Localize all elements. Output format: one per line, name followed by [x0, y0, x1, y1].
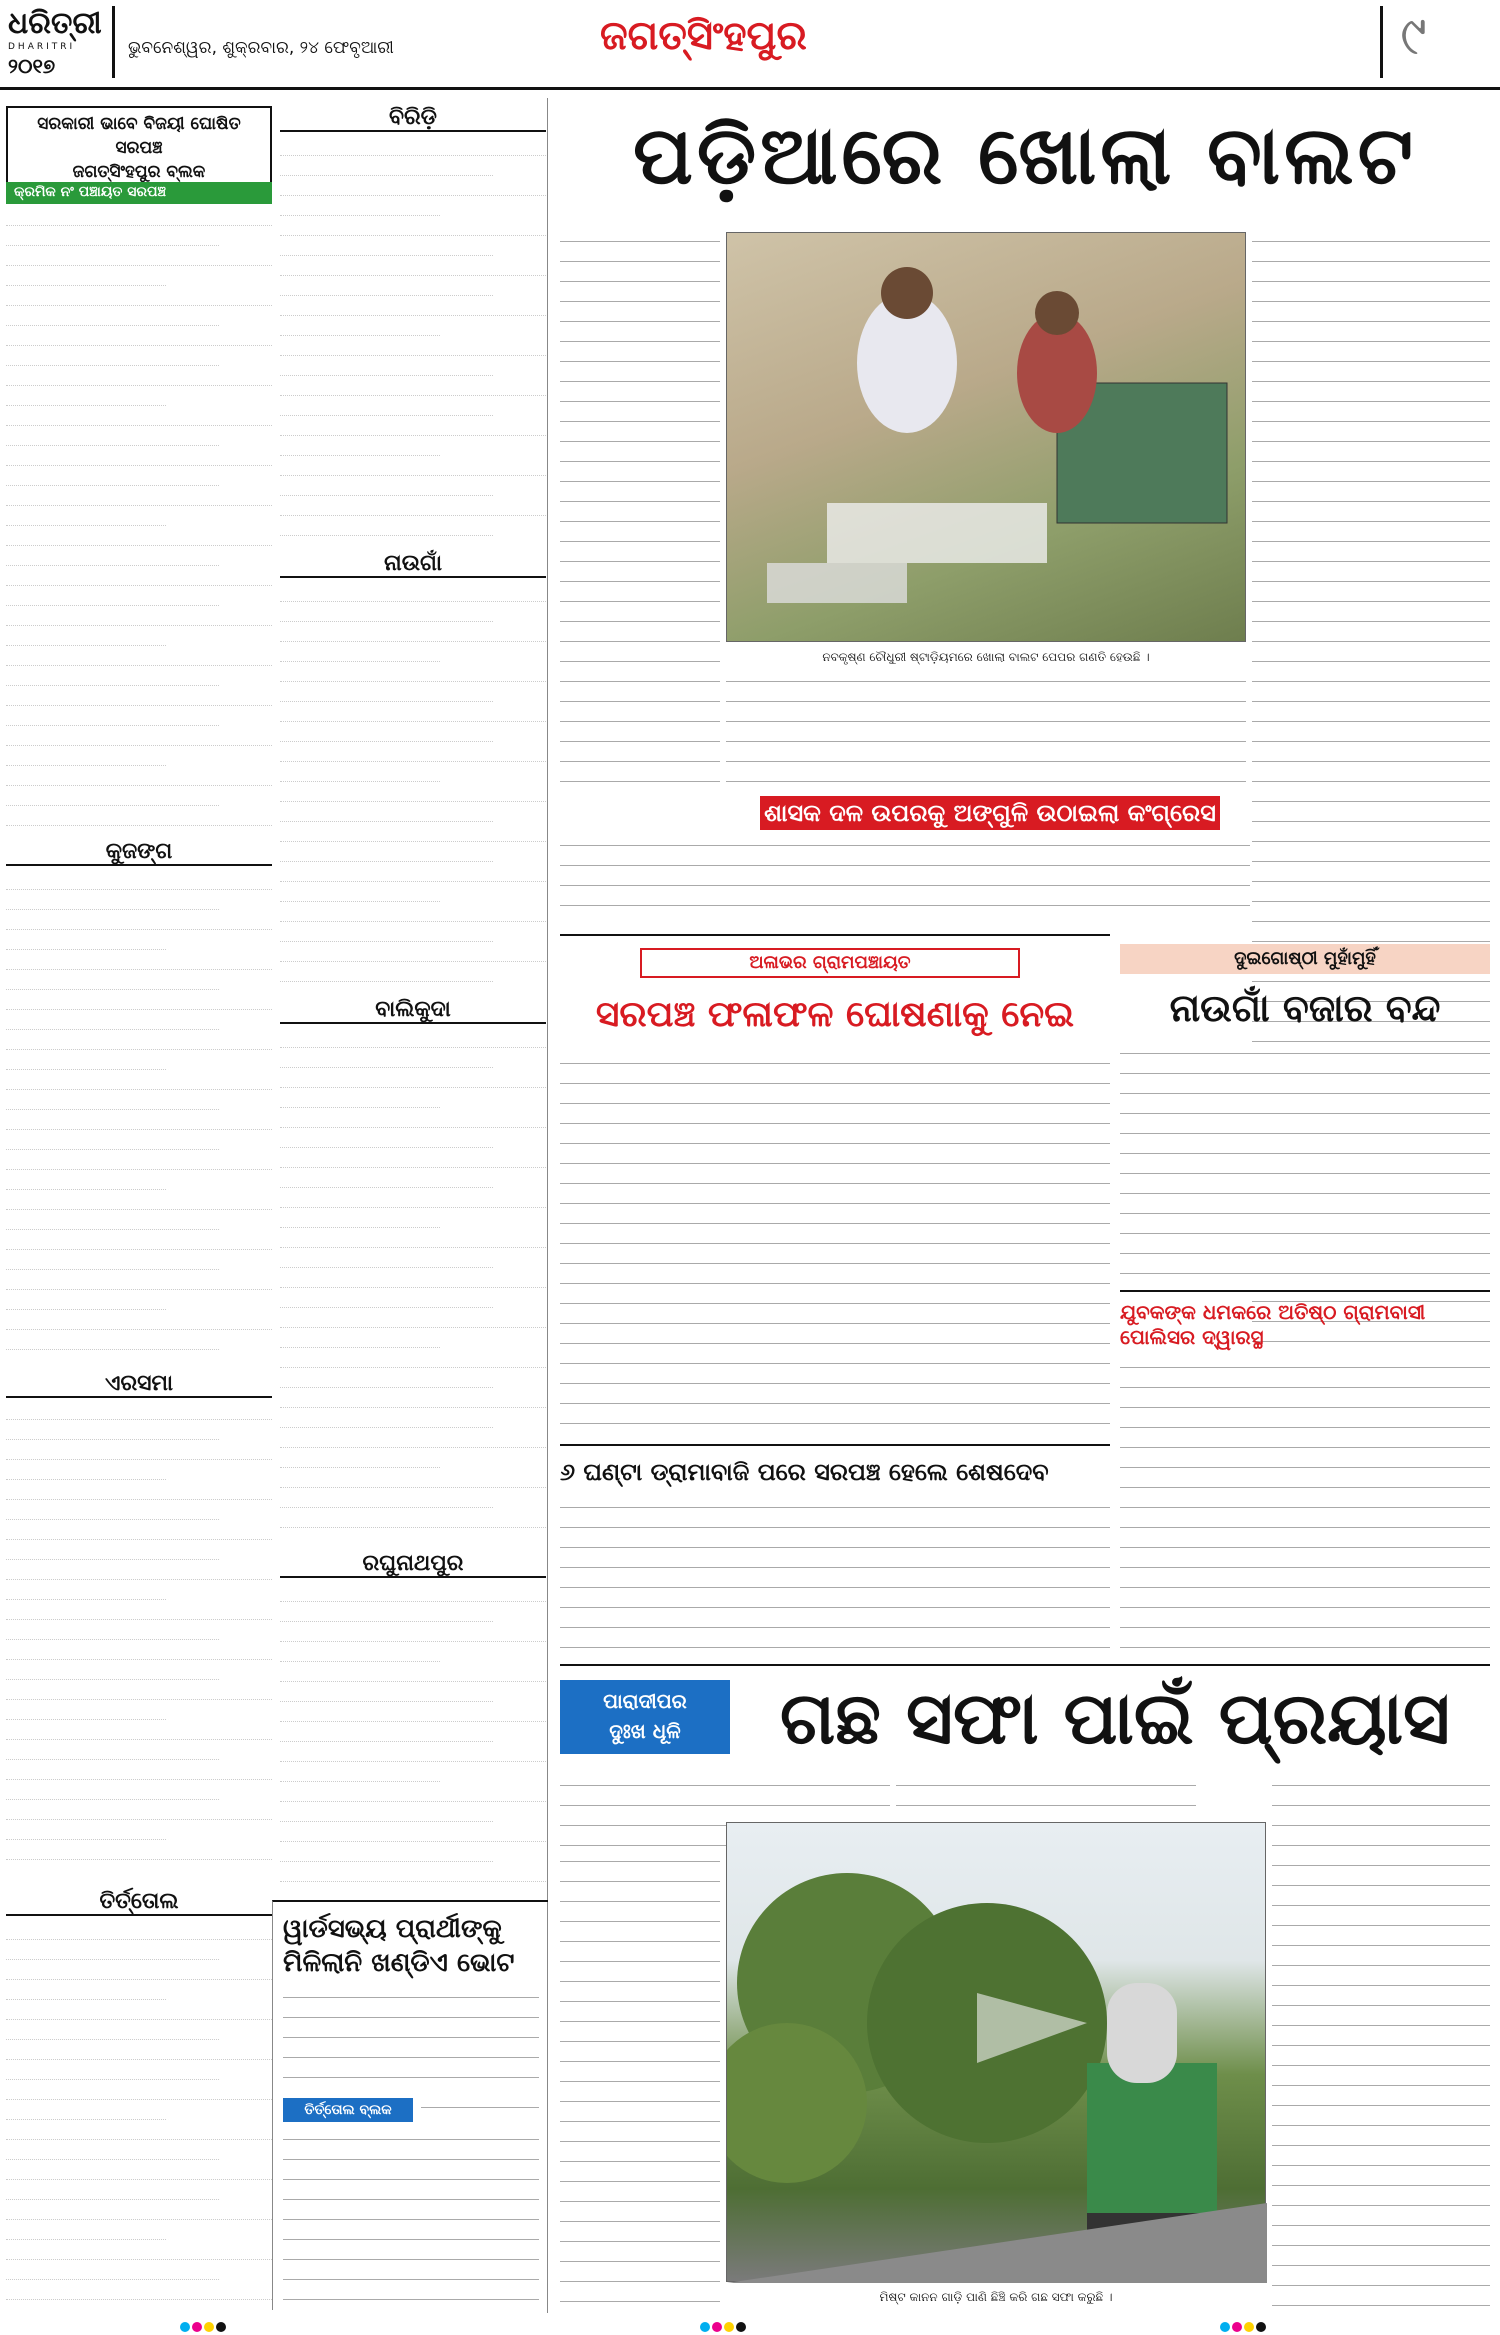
- registration-mark: [180, 2317, 228, 2335]
- article-tag: [560, 1680, 730, 1754]
- block-title-erasama: ଏରସମା: [6, 1370, 272, 1398]
- headline-line2: ମିଳିଲାନି ଖଣ୍ଡିଏ ଭୋଟ: [283, 1948, 515, 1978]
- article-ballot-subhead: ଶାସକ ଦଳ ଉପରକୁ ଅଙ୍ଗୁଳି ଉଠାଇଲା କଂଗ୍ରେସ: [760, 796, 1220, 830]
- block-title-raghunathpur: ରଘୁନାଥପୁର: [280, 1550, 546, 1578]
- article-body: [896, 1776, 1196, 1816]
- page-number: ୯: [1400, 4, 1427, 67]
- results-heading: [6, 106, 272, 190]
- article-body: [560, 836, 1250, 922]
- block-title-biridi: ବିରିଡ଼ି: [280, 104, 546, 132]
- registration-mark: [700, 2317, 748, 2335]
- article-body: [1120, 1358, 1490, 1648]
- photo-caption: ନବକୃଷ୍ଣ ଚୌଧୁରୀ ଷ୍ଟାଡ଼ିୟମରେ ଖୋଲା ବାଲଟ ପେପର ଗଣତି ହେଉଛି ।: [822, 650, 1150, 664]
- results-list-erasama: [6, 1404, 272, 1884]
- article-body: [560, 232, 720, 792]
- results-list-jagatsinghpur: [6, 210, 272, 830]
- article-sheshdev-headline: ୬ ଘଣ୍ଟା ଡ୍ରାମାବାଜି ପରେ ସରପଞ୍ଚ ହେଲେ ଶେଷଦେବ: [560, 1457, 1049, 1486]
- tag-line2: ଦୁଃଖ ଧୂଳି: [609, 1719, 681, 1743]
- block-title-kujang: କୁଜଙ୍ଗ: [6, 838, 272, 866]
- mist-cannon-photo: [726, 1822, 1266, 2282]
- article-youth-threat: [1120, 1290, 1490, 1650]
- article-body: [560, 1498, 1110, 1654]
- results-heading-line1: ସରକାରୀ ଭାବେ ବିଜୟୀ ଘୋଷିତ ସରପଞ୍ଚ: [37, 114, 241, 158]
- article-ward-member-headline: [283, 1912, 539, 1980]
- photo-illustration: [727, 1823, 1267, 2283]
- ballot-counting-photo: [726, 232, 1246, 642]
- section-title: ଜଗତ୍‌ସିଂହପୁର: [600, 12, 807, 59]
- election-results-panel: [0, 98, 548, 2313]
- headline-line1: ୱାର୍ଡସଭ୍ୟ ପ୍ରାର୍ଥୀଙ୍କୁ: [283, 1914, 502, 1944]
- results-list-naugaon: [280, 586, 546, 986]
- block-title-tirtol: ତିର୍ତ୍ତୋଲ: [6, 1888, 272, 1916]
- article-youth-headline: ଯୁବକଙ୍କ ଧମକରେ ଅତିଷ୍ଠ ଗ୍ରାମବାସୀ ପୋଲିସର ଦ୍ୱାରସ୍ଥ: [1120, 1300, 1426, 1349]
- photo-illustration: [727, 233, 1247, 643]
- article-body: [1120, 1044, 1490, 1284]
- logo-subtext: DHARITRI: [8, 42, 76, 52]
- newspaper-logo: ଧରିତ୍ରୀ: [8, 6, 102, 41]
- article-body: [726, 672, 1246, 792]
- article-body: [283, 2130, 539, 2306]
- results-heading-line2: ଜଗତ୍‌ସିଂହପୁର ବ୍ଲକ: [72, 162, 206, 182]
- article-naugaon-headline: ନାଉଗାଁ ବଜାର ବନ୍ଦ: [1169, 985, 1441, 1030]
- article-tag: ଅଳାଭର ଗ୍ରାମପଞ୍ଚାୟତ: [640, 948, 1020, 978]
- article-ballot-headline: ପଡ଼ିଆରେ ଖୋଲା ବାଲଟ: [632, 108, 1418, 202]
- results-list-kujang: [6, 874, 272, 1364]
- registration-mark: [1220, 2317, 1268, 2335]
- photo-caption: ମିଷ୍ଟ କାନନ ଗାଡ଼ି ପାଣି ଛିଞ୍ଚି କରି ଗଛ ସଫା କରୁଛି ।: [879, 2290, 1113, 2304]
- article-paradip-headline: ଗଛ ସଫା ପାଇଁ ପ୍ରୟାସ: [780, 1675, 1450, 1760]
- block-title-naugaon: ନାଉଗାଁ: [280, 550, 546, 578]
- results-list-raghunathpur: [280, 1586, 546, 1886]
- dateline: ଭୁବନେଶ୍ୱର, ଶୁକ୍ରବାର, ୨୪ ଫେବୃଆରୀ: [128, 38, 394, 58]
- block-title-balikuda: ବାଲିକୁଦା: [280, 996, 546, 1024]
- article-body: [283, 1988, 539, 2088]
- article-paradip-dust: [560, 1664, 1490, 2310]
- results-list-balikuda: [280, 1032, 546, 1542]
- masthead: [0, 0, 1500, 90]
- article-body: [560, 1054, 1110, 1434]
- results-list-biridi: [280, 140, 546, 540]
- tag-line1: ପାରାଦୀପର: [603, 1689, 687, 1713]
- block-tag-tirtol: ତିର୍ତ୍ତୋଲ ବ୍ଲକ: [283, 2098, 413, 2122]
- year: ୨୦୧୭: [8, 54, 56, 78]
- article-sarpanch-results: [560, 934, 1110, 1434]
- article-naugaon-bandh: [1120, 934, 1490, 1284]
- article-body: [560, 1852, 720, 2302]
- divider: [112, 6, 115, 78]
- results-list-tirtol: [6, 1924, 272, 2309]
- divider: [1380, 6, 1383, 78]
- article-body: [1272, 1776, 1490, 2306]
- article-tag: ଦୁଇଗୋଷ୍ଠୀ ମୁହାଁମୁହିଁ: [1120, 944, 1490, 974]
- article-sarpanch-headline: ସରପଞ୍ଚ ଫଳାଫଳ ଘୋଷଣାକୁ ନେଇ: [595, 993, 1075, 1035]
- article-ward-member: [272, 1900, 548, 2310]
- article-body: [421, 2098, 539, 2122]
- print-registration-marks: [0, 2313, 1500, 2335]
- results-column-header: କ୍ରମିକ ନଂ ପଞ୍ଚାୟତ ସରପଞ୍ଚ: [6, 182, 272, 204]
- article-sheshdev: [560, 1444, 1110, 1654]
